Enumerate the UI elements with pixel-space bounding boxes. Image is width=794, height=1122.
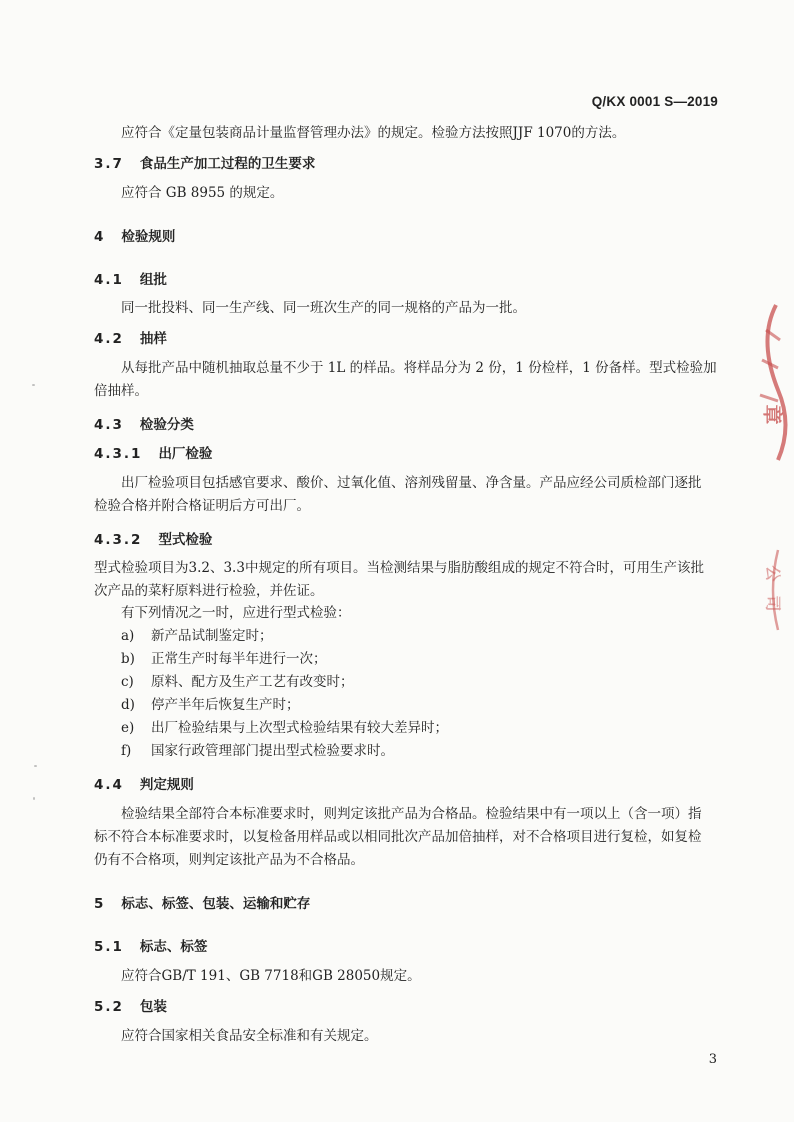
section-heading-4-1 [94, 268, 167, 288]
heading-title: 食品生产加工过程的卫生要求 [139, 156, 316, 172]
heading-title: 检验规则 [121, 229, 176, 245]
seal-arc [738, 300, 794, 680]
heading-number: 4.4 [94, 777, 124, 793]
paragraph-continuation: 次产品的菜籽原料进行检验，并佐证。 [94, 583, 324, 599]
list-item [121, 694, 300, 716]
paragraph: 检验结果全部符合本标准要求时，则判定该批产品为合格品。检验结果中有一项以上（含一项）指 [121, 806, 702, 822]
seal-char: 章 [760, 404, 785, 425]
list-label: a) [121, 628, 135, 644]
heading-number: 4.2 [94, 331, 124, 347]
heading-number: 4.3.2 [94, 532, 143, 548]
paragraph-continuation: 倍抽样。 [94, 383, 148, 399]
section-heading-4-2 [94, 327, 167, 347]
section-heading-4-3 [94, 413, 194, 433]
paragraph: 应符合 GB 8955 的规定。 [121, 185, 284, 201]
paragraph: 应符合GB/T 191、GB 7718和GB 28050规定。 [121, 968, 421, 984]
heading-title: 检验分类 [139, 417, 194, 433]
list-item [121, 671, 354, 693]
section-heading-4-3-1 [94, 442, 212, 462]
paragraph: 应符合国家相关食品安全标准和有关规定。 [121, 1028, 378, 1044]
heading-title: 组批 [139, 272, 167, 288]
paragraph-continuation: 检验合格并附合格证明后方可出厂。 [94, 498, 310, 514]
heading-title: 标志、标签 [139, 939, 208, 955]
list-item [121, 648, 327, 670]
list-item [121, 717, 448, 739]
heading-number: 4 [94, 229, 106, 245]
list-text: 原料、配方及生产工艺有改变时； [151, 674, 354, 690]
paragraph: 从每批产品中随机抽取总量不少于 1L 的样品。将样品分为 2 份，1 份检样，1 份备样。型式检验加 [121, 360, 717, 376]
seal-char: 司 [763, 595, 783, 612]
paragraph: 型式检验项目为3.2、3.3中规定的所有项目。当检测结果与脂肪酸组成的规定不符合时，可用生产该批 [94, 560, 704, 576]
heading-number: 4.1 [94, 272, 124, 288]
section-heading-4-3-2 [94, 528, 212, 548]
heading-title: 标志、标签、包装、运输和贮存 [121, 896, 311, 912]
paragraph: 有下列情况之一时，应进行型式检验： [121, 605, 351, 621]
list-text: 国家行政管理部门提出型式检验要求时。 [151, 743, 394, 759]
company-seal-partial [738, 300, 794, 680]
heading-number: 5.1 [94, 939, 124, 955]
heading-title: 抽样 [139, 331, 167, 347]
section-heading-4 [94, 225, 175, 245]
list-text: 出厂检验结果与上次型式检验结果有较大差异时； [151, 720, 448, 736]
heading-number: 5 [94, 896, 106, 912]
list-text: 停产半年后恢复生产时； [151, 697, 300, 713]
heading-number: 3.7 [94, 156, 124, 172]
section-heading-5 [94, 892, 310, 912]
list-text: 新产品试制鉴定时； [151, 628, 273, 644]
heading-number: 5.2 [94, 999, 124, 1015]
heading-number: 4.3.1 [94, 446, 143, 462]
paragraph-continuation: 标不符合本标准要求时，以复检备用样品或以相同批次产品加倍抽样，对不合格项目进行复检，如复检 [94, 829, 702, 845]
section-heading-5-1 [94, 935, 207, 955]
section-heading-5-2 [94, 995, 167, 1015]
heading-title: 型式检验 [158, 532, 213, 548]
page-number: 3 [708, 1052, 717, 1067]
list-label: e) [121, 720, 135, 736]
scan-speck [32, 384, 35, 386]
list-item [121, 625, 273, 647]
scan-speck [33, 797, 35, 800]
paragraph: 同一批投料、同一生产线、同一班次生产的同一规格的产品为一批。 [121, 300, 526, 316]
section-heading-3-7 [94, 152, 315, 172]
standard-code-header: Q/KX 0001 S—2019 [591, 94, 718, 109]
heading-title: 判定规则 [139, 777, 194, 793]
section-heading-4-4 [94, 773, 194, 793]
paragraph: 应符合《定量包装商品计量监督管理办法》的规定。检验方法按照JJF 1070的方法。 [121, 125, 626, 141]
scan-speck [34, 765, 37, 767]
list-label: f) [121, 743, 132, 759]
list-text: 正常生产时每半年进行一次； [151, 651, 327, 667]
seal-char: 公 [763, 565, 783, 582]
paragraph: 出厂检验项目包括感官要求、酸价、过氧化值、溶剂残留量、净含量。产品应经公司质检部门逐批 [121, 475, 702, 491]
list-label: c) [121, 674, 134, 690]
list-label: b) [121, 651, 135, 667]
heading-number: 4.3 [94, 417, 124, 433]
heading-title: 出厂检验 [158, 446, 213, 462]
paragraph-continuation: 仍有不合格项，则判定该批产品为不合格品。 [94, 852, 364, 868]
list-item [121, 740, 394, 762]
list-label: d) [121, 697, 135, 713]
heading-title: 包装 [139, 999, 167, 1015]
